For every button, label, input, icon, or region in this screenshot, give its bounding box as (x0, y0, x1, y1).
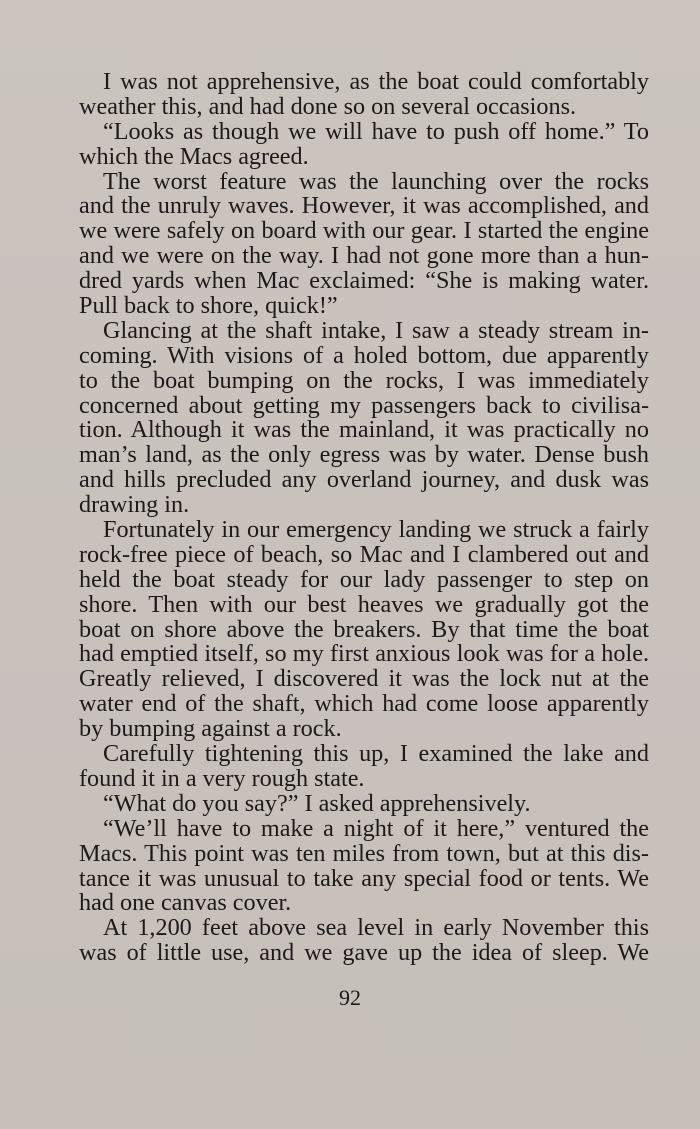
text-line: Fortunately in our emergency landing we struck a fairly (103, 516, 649, 544)
text-line: man’s land, as the only egress was by water. Dense bush (79, 441, 649, 469)
text-line: had one canvas cover. (79, 889, 292, 917)
text-line: and the unruly waves. However, it was accomplished, and (79, 192, 649, 220)
text-line: boat on shore above the breakers. By that time the boat (79, 615, 649, 643)
text-line: to the boat bumping on the rocks, I was immediately (79, 366, 649, 394)
text-line: I was not apprehensive, as the boat could comfortably (103, 68, 649, 95)
text-line: which the Macs agreed. (79, 142, 309, 170)
text-line: Greatly relieved, I discovered it was the lock nut at the (79, 665, 649, 693)
text-line: “We’ll have to make a night of it here,” ventured the (103, 814, 649, 842)
text-line: shore. Then with our best heaves we gradually got the (79, 590, 649, 618)
text-line: rock-free piece of beach, so Mac and I clambered out and (79, 540, 649, 568)
text-line: Macs. This point was ten miles from town, but at this dis- (79, 839, 649, 867)
text-line: weather this, and had done so on several occasions. (79, 92, 577, 120)
text-line: and hills precluded any overland journey, and dusk was (79, 466, 649, 494)
text-line: found it in a very rough state. (79, 764, 365, 792)
text-line: Carefully tightening this up, I examined the lake and (103, 740, 649, 768)
text-line: tance it was unusual to take any special food or tents. We (79, 864, 649, 892)
text-line: “Looks as though we will have to push off home.” To (103, 117, 649, 145)
text-line: by bumping against a rock. (79, 715, 342, 743)
text-line: concerned about getting my passengers back to civilisa- (79, 391, 649, 419)
text-line: we were safely on board with our gear. I started the engine (79, 217, 649, 245)
text-line: At 1,200 feet above sea level in early November this (103, 914, 649, 942)
text-line: had emptied itself, so my first anxious look was for a hole. (79, 640, 649, 668)
text-line: Glancing at the shaft intake, I saw a steady stream in- (103, 316, 649, 344)
text-line: and we were on the way. I had not gone more than a hun- (79, 242, 649, 270)
body-text (79, 70, 649, 966)
text-line: held the boat steady for our lady passenger to step on (79, 565, 649, 593)
text-line: Pull back to shore, quick!” (79, 292, 338, 320)
text-line: The worst feature was the launching over the rocks (103, 167, 649, 195)
page-number: 92 (339, 985, 361, 1010)
text-line: dred yards when Mac exclaimed: “She is making water. (79, 267, 649, 295)
text-line: “What do you say?” I asked apprehensively. (103, 789, 531, 817)
text-line: coming. With visions of a holed bottom, due apparently (79, 341, 649, 369)
text-line: was of little use, and we gave up the idea of sleep. We (79, 939, 649, 967)
text-line: tion. Although it was the mainland, it was practically no (79, 416, 649, 444)
text-line: water end of the shaft, which had come loose apparently (79, 690, 649, 718)
text-line: drawing in. (79, 491, 190, 519)
